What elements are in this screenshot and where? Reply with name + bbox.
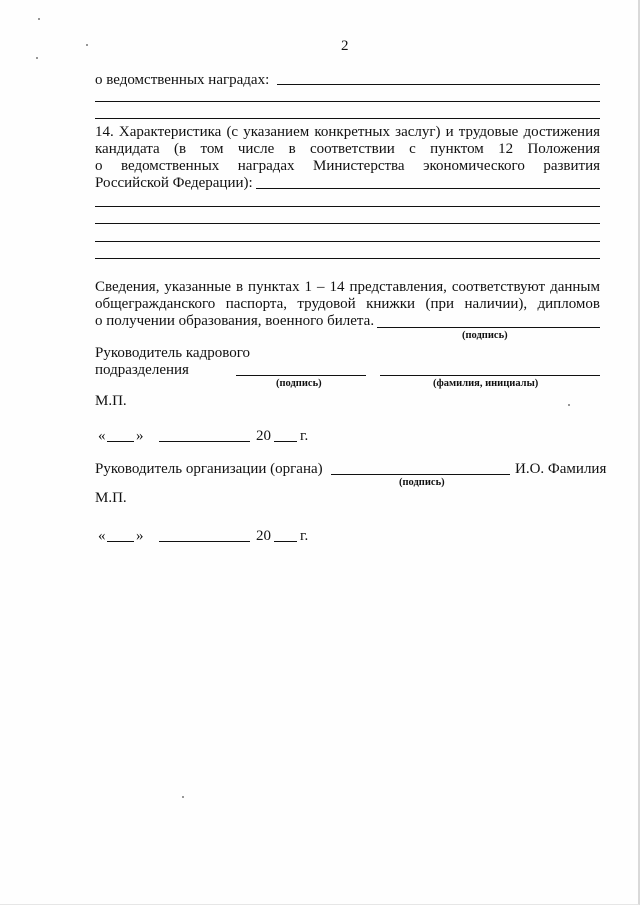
hr-title-line1: Руководитель кадрового — [95, 345, 250, 361]
scan-speck — [182, 796, 184, 798]
section14-line1: 14. Характеристика (с указанием конкретных заслуг) и трудовые достижения — [95, 124, 600, 140]
scan-speck — [38, 18, 40, 20]
hr-signature-line[interactable] — [236, 375, 366, 376]
org-year-line[interactable] — [274, 541, 297, 542]
org-month-line[interactable] — [159, 541, 250, 542]
hr-title-line2: подразделения — [95, 362, 189, 378]
hr-year-suffix: г. — [300, 428, 309, 444]
hr-name-line[interactable] — [380, 375, 600, 376]
characteristic-fill-line-2[interactable] — [95, 206, 600, 207]
org-date-open-quote: « — [98, 528, 106, 544]
awards-fill-line-3[interactable] — [95, 118, 600, 119]
scan-speck — [86, 44, 88, 46]
hr-day-line[interactable] — [107, 441, 134, 442]
org-signer-name: И.О. Фамилия — [515, 461, 607, 477]
org-signature-line[interactable] — [331, 474, 510, 475]
org-year-prefix: 20 — [256, 528, 271, 544]
hr-date-open-quote: « — [98, 428, 106, 444]
scan-speck — [568, 404, 570, 406]
section14-line2: кандидата (в том числе в соответствии с пунктом 12 Положения — [95, 141, 600, 157]
hr-month-line[interactable] — [159, 441, 250, 442]
characteristic-fill-line-4[interactable] — [95, 241, 600, 242]
hr-name-caption: (фамилия, инициалы) — [433, 378, 539, 389]
awards-fill-line[interactable] — [277, 84, 600, 85]
characteristic-fill-line-5[interactable] — [95, 258, 600, 259]
hr-stamp-label: М.П. — [95, 393, 127, 409]
org-signature-caption: (подпись) — [399, 477, 445, 488]
awards-label: о ведомственных наградах: — [95, 72, 270, 88]
characteristic-fill-line[interactable] — [256, 188, 600, 189]
section14-line3: о ведомственных наградах Министерства экономического развития — [95, 158, 600, 174]
hr-year-prefix: 20 — [256, 428, 271, 444]
info-line3: о получении образования, военного билета. — [95, 313, 375, 329]
info-signature-caption: (подпись) — [462, 330, 508, 341]
info-line1: Сведения, указанные в пунктах 1 – 14 представления, соответствуют данным — [95, 279, 600, 295]
section14-line4: Российской Федерации): — [95, 175, 253, 191]
info-line2: общегражданского паспорта, трудовой книжки (при наличии), дипломов — [95, 296, 600, 312]
org-year-suffix: г. — [300, 528, 309, 544]
page-number: 2 — [341, 38, 349, 54]
characteristic-fill-line-3[interactable] — [95, 223, 600, 224]
info-signature-line[interactable] — [377, 327, 600, 328]
scan-speck — [36, 57, 38, 59]
org-day-line[interactable] — [107, 541, 134, 542]
org-title: Руководитель организации (органа) — [95, 461, 323, 477]
hr-year-line[interactable] — [274, 441, 297, 442]
hr-signature-caption: (подпись) — [276, 378, 322, 389]
org-date-close-quote: » — [136, 528, 144, 544]
hr-date-close-quote: » — [136, 428, 144, 444]
awards-fill-line-2[interactable] — [95, 101, 600, 102]
org-stamp-label: М.П. — [95, 490, 127, 506]
